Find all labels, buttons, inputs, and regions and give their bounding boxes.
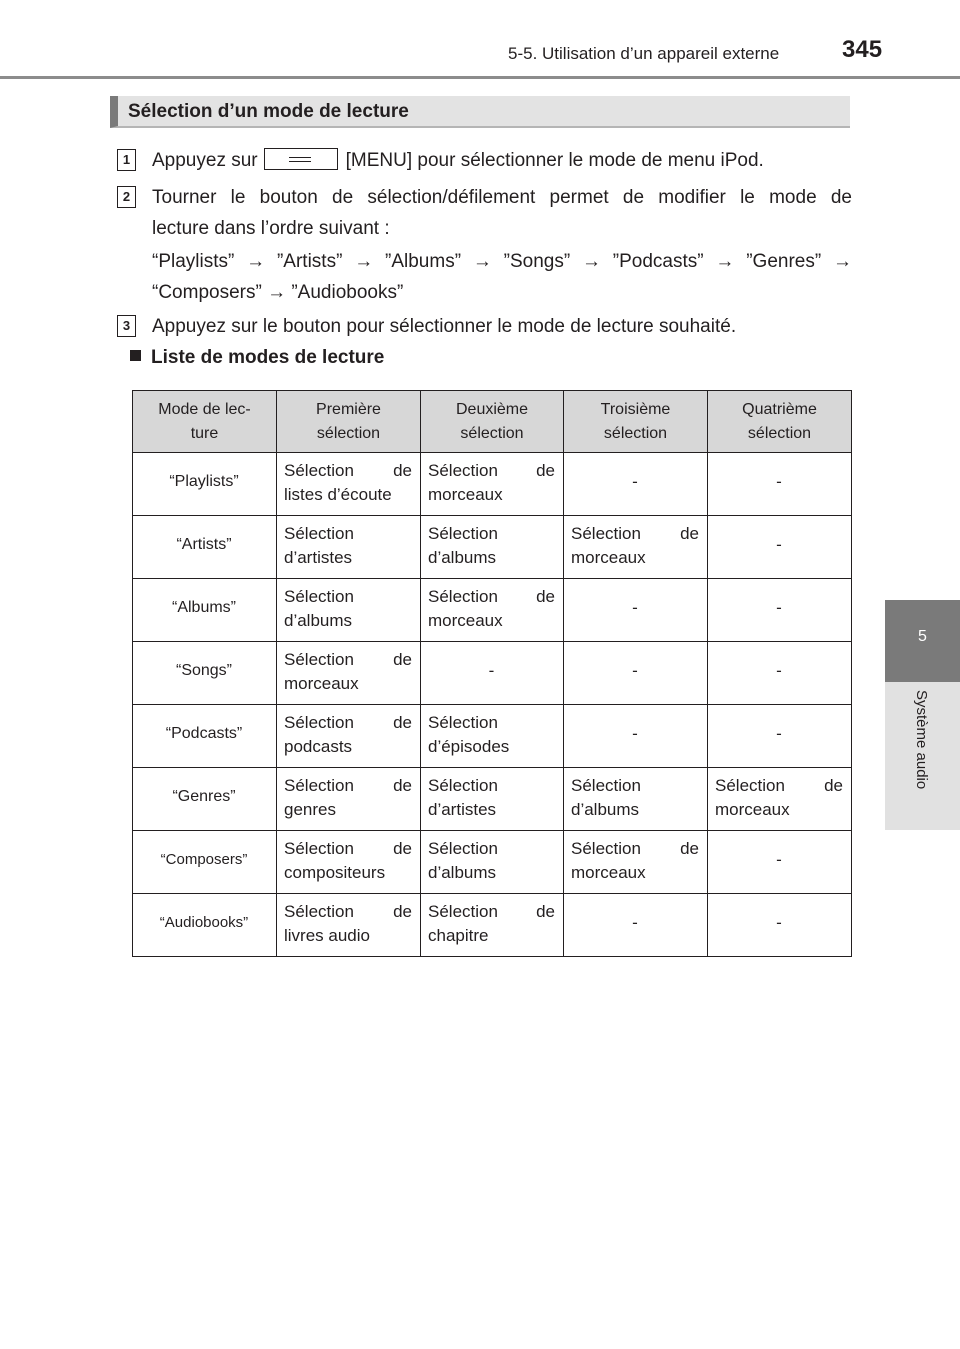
- header-fourth-selection: Quatrième sélection: [708, 391, 852, 453]
- table-row: [133, 894, 852, 957]
- step-2-marker: 2: [117, 186, 136, 208]
- table-cell: -: [564, 453, 708, 516]
- table-cell: Sélection de morceaux: [564, 516, 708, 579]
- table-cell: Sélection de morceaux: [564, 831, 708, 894]
- table-row: [133, 642, 852, 705]
- mode-cell: “Playlists”: [133, 453, 277, 516]
- table-cell: Sélection d’artistes: [421, 768, 564, 831]
- mode-cell: “Composers”: [133, 831, 277, 894]
- running-header: 5-5. Utilisation d’un appareil externe: [508, 44, 780, 63]
- table-cell: -: [708, 516, 852, 579]
- table-cell: Sélection d’albums: [564, 768, 708, 831]
- mode-cell: “Albums”: [133, 579, 277, 642]
- table-cell: Sélection d’épisodes: [421, 705, 564, 768]
- mode-cell: “Audiobooks”: [133, 894, 277, 957]
- table-cell: Sélection de podcasts: [277, 705, 421, 768]
- step-1-text: Appuyez sur [MENU] pour sélectionner le mode de menu iPod.: [152, 150, 764, 171]
- table-cell: -: [708, 453, 852, 516]
- step-3-text: Appuyez sur le bouton pour sélectionner le mode de lecture souhaité.: [152, 316, 737, 337]
- mode-cell: “Artists”: [133, 516, 277, 579]
- mode-cell: “Genres”: [133, 768, 277, 831]
- page-number: 345: [842, 36, 883, 63]
- step-2-line-2: lecture dans l’ordre suivant :: [152, 218, 390, 239]
- table-cell: Sélection de compositeurs: [277, 831, 421, 894]
- table-cell: Sélection de morceaux: [421, 453, 564, 516]
- table-header-row: [133, 391, 852, 453]
- table-cell: -: [708, 831, 852, 894]
- table-cell: -: [708, 579, 852, 642]
- table-row: [133, 453, 852, 516]
- step-3-marker: 3: [117, 315, 136, 337]
- table-row: [133, 768, 852, 831]
- header-mode: Mode de lec- ture: [133, 391, 277, 453]
- table-cell: -: [421, 642, 564, 705]
- table-cell: -: [708, 894, 852, 957]
- bullet-square-icon: [130, 350, 141, 361]
- menu-button-icon: [264, 148, 338, 170]
- mode-cell: “Podcasts”: [133, 705, 277, 768]
- table-cell: Sélection de livres audio: [277, 894, 421, 957]
- table-row: [133, 516, 852, 579]
- table-cell: -: [564, 705, 708, 768]
- table-cell: Sélection de morceaux: [421, 579, 564, 642]
- table-cell: Sélection de chapitre: [421, 894, 564, 957]
- section-title: Sélection d’un mode de lecture: [128, 101, 409, 122]
- table-row: [133, 705, 852, 768]
- play-sequence-line-1: “Playlists” → ”Artists” → ”Albums” → ”Songs” → ”Podcasts” → ”Genres” →: [152, 251, 852, 272]
- table-cell: -: [564, 579, 708, 642]
- modes-list-heading: Liste de modes de lecture: [130, 347, 384, 369]
- play-sequence-line-2: “Composers” → ”Audiobooks”: [152, 282, 404, 303]
- table-cell: -: [564, 642, 708, 705]
- table-cell: Sélection d’albums: [277, 579, 421, 642]
- play-modes-table: [132, 390, 852, 957]
- mode-cell: “Songs”: [133, 642, 277, 705]
- header-divider: [0, 76, 960, 79]
- chapter-tab: [885, 600, 960, 682]
- header-second-selection: Deuxième sélection: [421, 391, 564, 453]
- table-row: [133, 579, 852, 642]
- chapter-number: 5: [918, 628, 927, 645]
- step-2-line-1: Tourner le bouton de sélection/défilement permet de modifier le mode de: [152, 187, 852, 208]
- table-cell: Sélection de morceaux: [277, 642, 421, 705]
- table-cell: Sélection d’albums: [421, 516, 564, 579]
- header-third-selection: Troisième sélection: [564, 391, 708, 453]
- table-cell: Sélection d’albums: [421, 831, 564, 894]
- step-1-marker: 1: [117, 149, 136, 171]
- table-cell: -: [564, 894, 708, 957]
- table-cell: Sélection de listes d’écoute: [277, 453, 421, 516]
- section-title-bar: [110, 96, 850, 128]
- chapter-label: Système audio: [913, 690, 930, 790]
- table-cell: -: [708, 705, 852, 768]
- table-row: [133, 831, 852, 894]
- table-cell: Sélection d’artistes: [277, 516, 421, 579]
- table-cell: Sélection de morceaux: [708, 768, 852, 831]
- table-cell: Sélection de genres: [277, 768, 421, 831]
- header-first-selection: Première sélection: [277, 391, 421, 453]
- table-cell: -: [708, 642, 852, 705]
